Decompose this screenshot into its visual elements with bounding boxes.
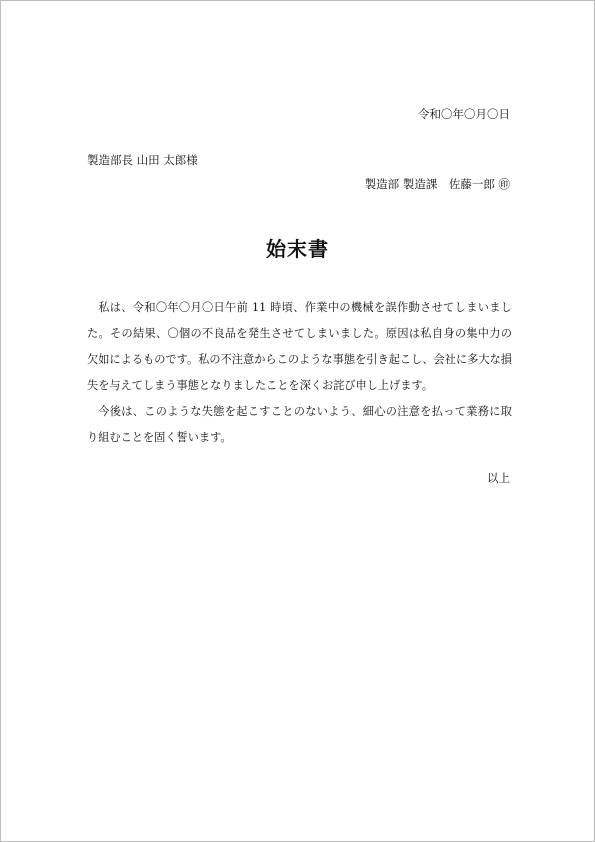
document-body bbox=[87, 295, 512, 451]
body-paragraph: 今後は、このような失態を起こすことのないよう、細心の注意を払って業務に取り組むことを固く誓います。 bbox=[87, 405, 512, 444]
body-paragraph: 私は、令和〇年〇月〇日午前 11 時頃、作業中の機械を誤作動させてしまいました。その結果、〇個の不良品を発生させてしまいました。原因は私自身の集中力の欠如によるものです。私の不注意からこのような事態を引き起こし、会社に多大な損失を与えてしまう事態となりましたことを深くお詫び申し上げます。 bbox=[87, 301, 512, 392]
sender-line: 製造部 製造課 佐藤一郎 ㊞ bbox=[364, 177, 510, 191]
closing-text: 以上 bbox=[487, 471, 510, 485]
document-date: 令和〇年〇月〇日 bbox=[418, 107, 510, 121]
document-title: 始末書 bbox=[266, 237, 329, 261]
recipient-line: 製造部長 山田 太郎様 bbox=[87, 153, 198, 167]
